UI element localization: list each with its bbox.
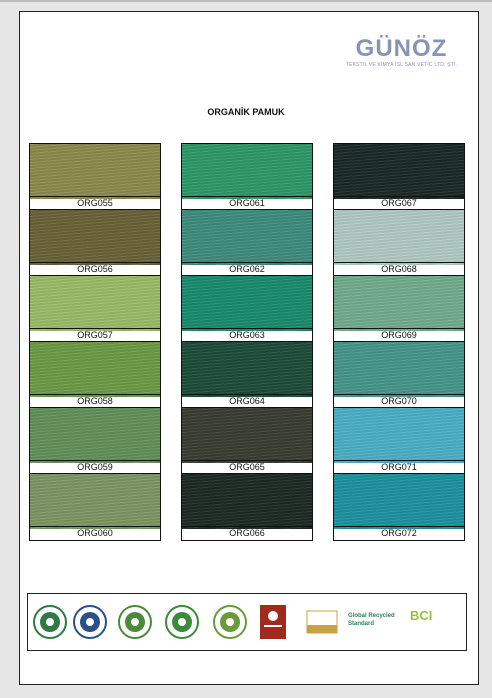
swatch-color-sample	[30, 474, 160, 529]
color-swatch	[29, 473, 161, 541]
swatch-color-sample	[334, 210, 464, 265]
swatch-color-sample	[182, 210, 312, 265]
swatch-color-sample	[182, 144, 312, 199]
color-swatch	[29, 407, 161, 475]
swatch-color-sample	[30, 408, 160, 463]
color-swatch	[181, 341, 313, 409]
swatch-code: ORG064	[182, 394, 312, 408]
swatch-code: ORG070	[334, 394, 464, 408]
company-logo	[339, 36, 464, 68]
organic-blended-icon	[33, 605, 67, 639]
color-swatch	[333, 143, 465, 211]
swatch-code: ORG071	[334, 460, 464, 474]
swatch-color-sample	[30, 342, 160, 397]
swatch-code: ORG057	[30, 328, 160, 342]
swatch-code: ORG068	[334, 262, 464, 276]
swatch-code: ORG059	[30, 460, 160, 474]
ocs-icon	[213, 605, 247, 639]
rws-icon	[73, 605, 107, 639]
swatch-color-sample	[334, 144, 464, 199]
logo-name: GÜNÖZ	[355, 35, 448, 62]
color-swatch	[333, 341, 465, 409]
swatch-code: ORG056	[30, 262, 160, 276]
swatch-code: ORG063	[182, 328, 312, 342]
color-swatch	[333, 209, 465, 277]
color-swatch	[29, 209, 161, 277]
cotton-made-in-africa-icon	[260, 605, 294, 639]
swatch-code: ORG058	[30, 394, 160, 408]
top-border	[0, 0, 492, 2]
logo-subtitle: TEKSTİL VE KİMYA İSL SAN VETİC LTD. ŞTİ.	[345, 62, 458, 68]
bci-icon	[410, 608, 458, 632]
swatch-color-sample	[182, 276, 312, 331]
color-swatch	[29, 143, 161, 211]
color-swatch	[181, 407, 313, 475]
color-swatch	[181, 209, 313, 277]
swatch-color-sample	[334, 276, 464, 331]
swatch-code: ORG060	[30, 526, 160, 540]
swatch-color-sample	[182, 474, 312, 529]
certification-label: Global Recycled Standard	[348, 613, 395, 627]
color-swatch	[181, 143, 313, 211]
swatch-color-sample	[30, 276, 160, 331]
swatch-color-sample	[30, 210, 160, 265]
swatch-color-sample	[334, 342, 464, 397]
swatch-code: ORG066	[182, 526, 312, 540]
swatch-code: ORG061	[182, 196, 312, 210]
color-swatch	[181, 473, 313, 541]
swatch-color-sample	[182, 342, 312, 397]
swatch-color-sample	[30, 144, 160, 199]
swatch-code: ORG067	[334, 196, 464, 210]
swatch-code: ORG062	[182, 262, 312, 276]
grs-icon	[348, 612, 403, 632]
color-swatch	[181, 275, 313, 343]
swatch-code: ORG055	[30, 196, 160, 210]
gots-icon	[165, 605, 199, 639]
oeko-tex-icon	[305, 605, 339, 639]
swatch-code: ORG072	[334, 526, 464, 540]
swatch-code: ORG065	[182, 460, 312, 474]
swatch-color-sample	[182, 408, 312, 463]
color-swatch	[333, 275, 465, 343]
color-swatch	[333, 473, 465, 541]
color-swatch	[29, 275, 161, 343]
certification-label: BCI	[410, 608, 433, 623]
color-swatch	[29, 341, 161, 409]
recycled-blended-icon	[118, 605, 152, 639]
page-title: ORGANİK PAMUK	[207, 107, 285, 117]
color-swatch	[333, 407, 465, 475]
swatch-code: ORG069	[334, 328, 464, 342]
swatch-color-sample	[334, 474, 464, 529]
swatch-color-sample	[334, 408, 464, 463]
